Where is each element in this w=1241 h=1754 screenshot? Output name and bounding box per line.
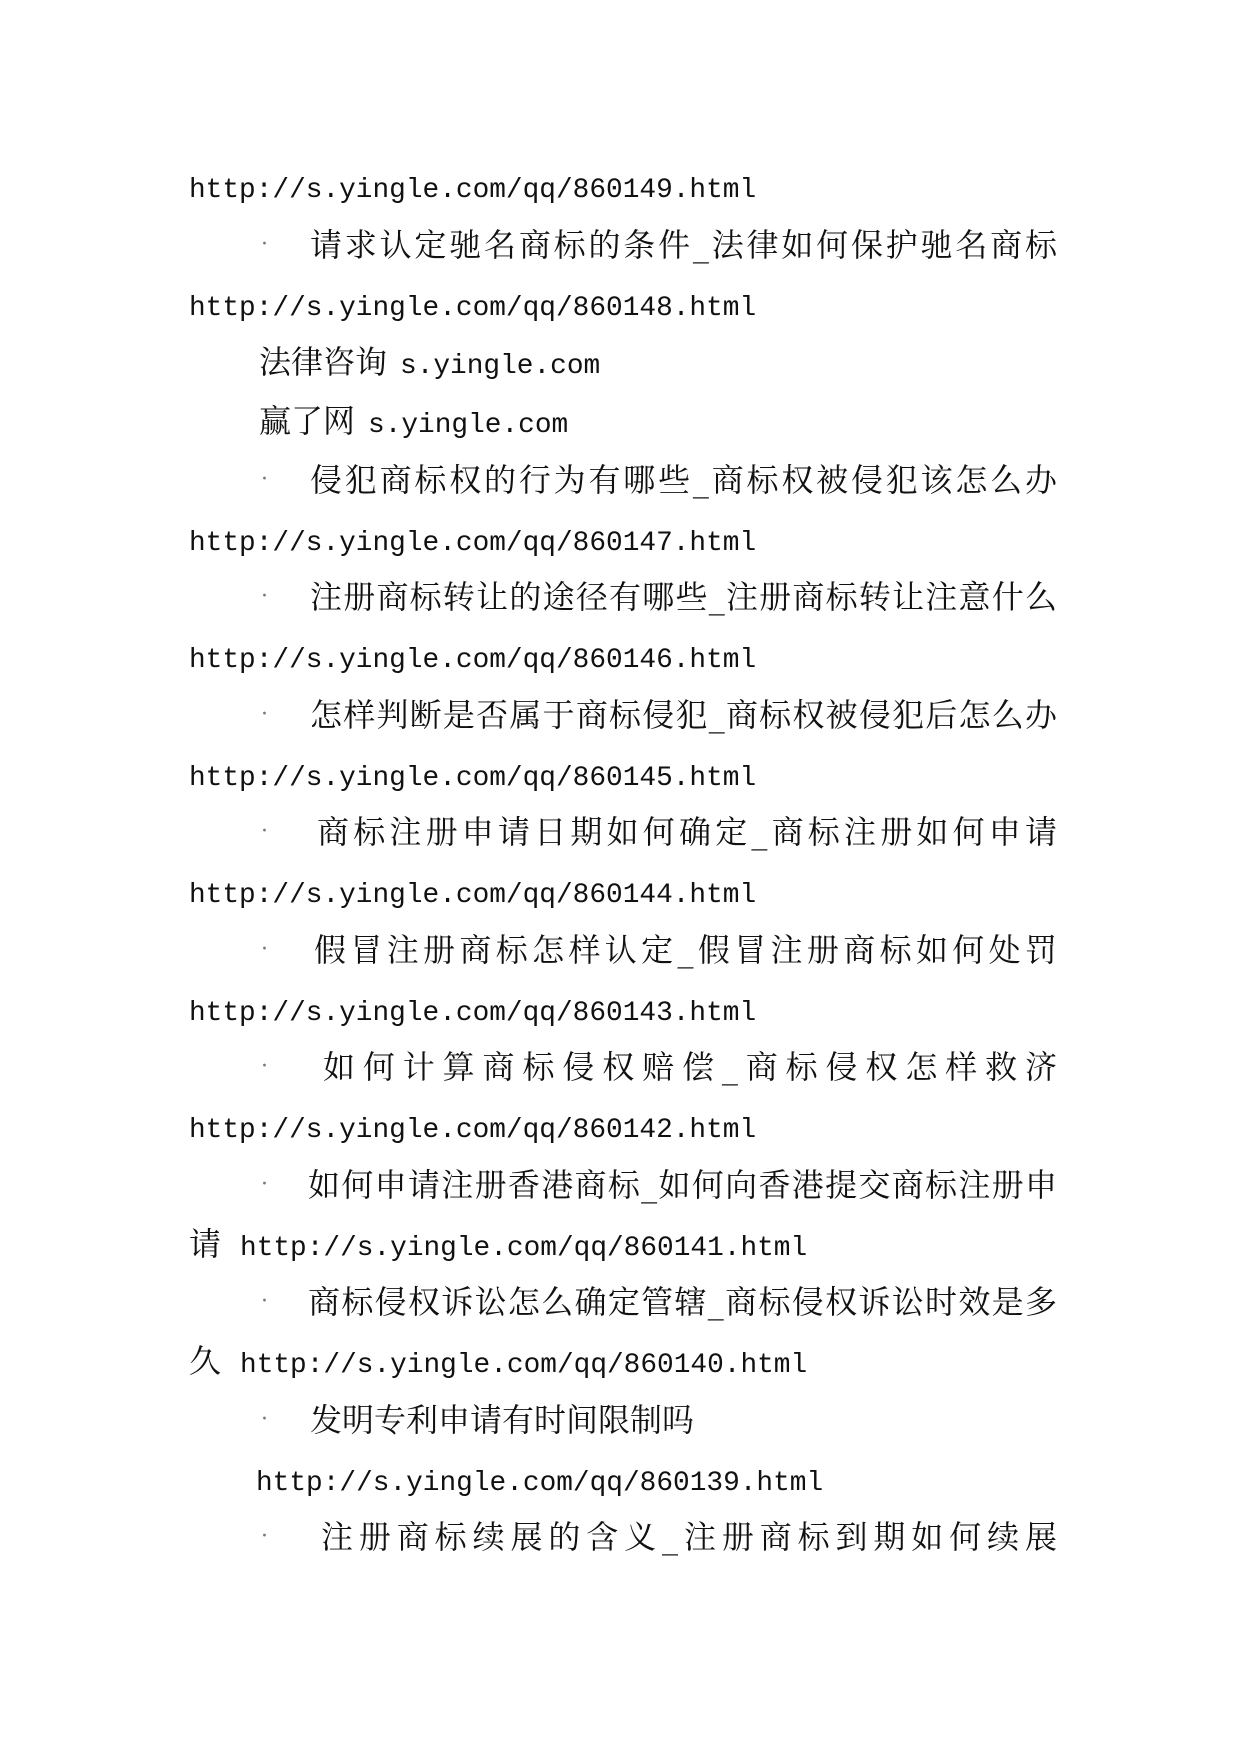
item-title: 如何计算商标侵权赔偿_商标侵权怎样救济 [323,1048,1057,1087]
label-line [0,333,1241,392]
label-line [0,392,1241,451]
bullet-dot: · [261,1289,268,1315]
url-text: http://s.yingle.com/qq/860141.html [240,1232,808,1264]
url-text: http://s.yingle.com/qq/860144.html [189,880,757,911]
bullet-dot: · [261,1524,268,1550]
url-text: http://s.yingle.com/qq/860143.html [189,997,757,1029]
bullet-item [0,803,1241,862]
url-text: http://s.yingle.com/qq/860139.html [256,1467,824,1499]
url-text: http://s.yingle.com/qq/860142.html [189,1115,757,1146]
label-line [0,1332,1241,1391]
url-text: http://s.yingle.com/qq/860148.html [189,292,757,324]
line-label: 久 [189,1342,222,1380]
url-line [0,1097,1241,1156]
item-title: 假冒注册商标怎样认定_假冒注册商标如何处罚 [314,930,1057,969]
item-title: 请求认定驰名商标的条件_法律如何保护驰名商标 [310,225,1057,264]
line-label: 法律咨询 [259,343,388,382]
url-text: http://s.yingle.com/qq/860149.html [189,175,757,206]
bullet-item [0,1038,1241,1097]
url-text: http://s.yingle.com/qq/860146.html [189,645,757,676]
label-line [0,1215,1241,1274]
bullet-dot: · [261,701,268,727]
item-title: 怎样判断是否属于商标侵犯_商标权被侵犯后怎么办 [310,695,1057,734]
bullet-dot: · [261,231,268,257]
item-title: 侵犯商标权的行为有哪些_商标权被侵犯该怎么办 [310,460,1057,499]
line-label: 赢了网 [259,402,356,440]
bullet-dot: · [261,584,268,610]
url-line [0,627,1241,686]
url-line [0,157,1241,216]
item-title: 如何申请注册香港商标_如何向香港提交商标注册申 [308,1165,1057,1204]
bullet-dot: · [261,1406,268,1432]
bullet-item [0,216,1241,275]
url-text: s.yingle.com [400,351,601,383]
bullet-item [0,1391,1241,1450]
item-title: 发明专利申请有时间限制吗 [310,1400,695,1439]
url-line [0,510,1241,569]
url-text: http://s.yingle.com/qq/860145.html [189,762,757,794]
item-title: 注册商标转让的途径有哪些_注册商标转让注意什么 [310,578,1057,617]
line-label: 请 [189,1224,222,1263]
bullet-item [0,1508,1241,1567]
item-title: 商标侵权诉讼怎么确定管辖_商标侵权诉讼时效是多 [308,1283,1057,1322]
bullet-item [0,1273,1241,1332]
url-line [0,275,1241,334]
url-line [0,1450,1241,1509]
url-line [0,980,1241,1039]
bullet-item [0,921,1241,980]
item-title: 注册商标续展的含义_注册商标到期如何续展 [321,1518,1057,1557]
bullet-dot: · [261,936,268,962]
url-line [0,745,1241,804]
bullet-dot: · [261,1171,268,1197]
bullet-dot: · [261,1054,268,1080]
bullet-dot: · [261,819,268,845]
bullet-item [0,451,1241,510]
bullet-item [0,568,1241,627]
url-text: http://s.yingle.com/qq/860147.html [189,527,757,559]
url-line [0,862,1241,921]
bullet-item [0,686,1241,745]
url-text: http://s.yingle.com/qq/860140.html [240,1350,808,1381]
item-title: 商标注册申请日期如何确定_商标注册如何申请 [317,813,1057,852]
url-text: s.yingle.com [368,410,569,441]
bullet-item [0,1156,1241,1215]
bullet-dot: · [261,466,268,492]
document-body [0,157,1241,1567]
